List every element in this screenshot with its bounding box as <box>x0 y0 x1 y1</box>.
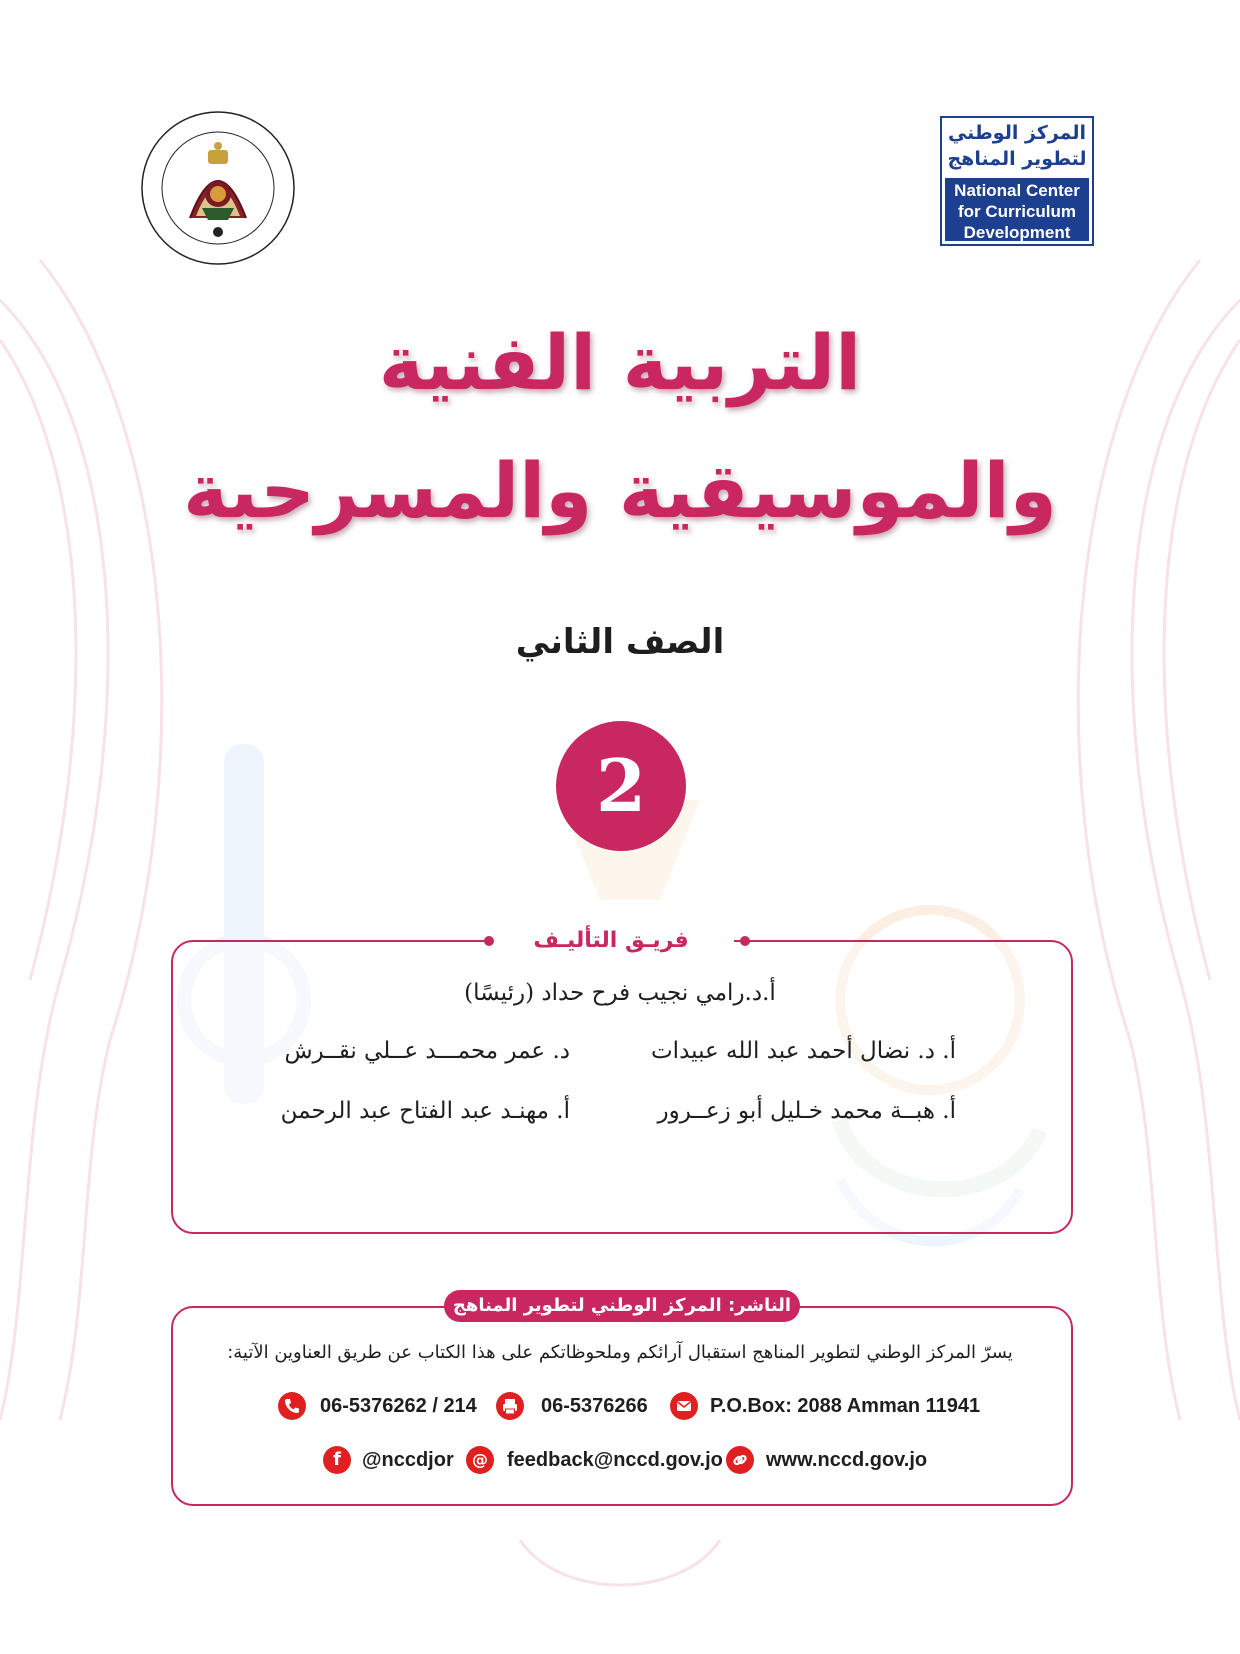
author-member-1: أ. د. نضال أحمد عبد الله عبيدات <box>651 1038 956 1064</box>
contact-fax: 06-5376266 <box>541 1395 648 1417</box>
author-member-4: أ. مهنـد عبد الفتاح عبد الرحمن <box>280 1098 570 1124</box>
nccd-logo-english-line3: Development <box>963 223 1071 242</box>
nccd-logo-arabic-line1: المركز الوطني <box>947 122 1087 144</box>
contact-facebook[interactable]: @nccdjor <box>362 1449 454 1471</box>
authoring-team-heading: فريـق التأليـف <box>533 928 689 953</box>
feedback-intro-text: يسرّ المركز الوطني لتطوير المناهج استقبال آرائكم وملحوظاتكم على هذا الكتاب عن طريق العناوين الآتية: <box>227 1342 1013 1363</box>
link-icon <box>726 1446 754 1474</box>
phone-icon <box>278 1392 306 1420</box>
author-member-2: د. عمر محمـــد عــلي نقــرش <box>284 1038 570 1064</box>
author-head: أ.د.رامي نجيب فرح حداد (رئيسًا) <box>464 980 776 1006</box>
book-title-line2: والموسيقية والمسرحية <box>183 446 1057 535</box>
book-title-line1: التربية الفنية <box>378 318 862 407</box>
nccd-logo-arabic-line2: لتطوير المناهج <box>947 148 1087 170</box>
contact-website[interactable]: www.nccd.gov.jo <box>766 1449 928 1471</box>
grade-label: الصف الثاني <box>515 622 725 662</box>
divider-dot-right <box>740 936 750 946</box>
at-icon: @ <box>466 1446 494 1474</box>
author-member-3: أ. هبــة محمد خـليل أبو زعــرور <box>657 1098 956 1124</box>
publisher-label: الناشر: المركز الوطني لتطوير المناهج <box>444 1290 800 1322</box>
nccd-logo <box>940 116 1094 246</box>
contact-phone: 06-5376262 / 214 <box>320 1395 477 1417</box>
nccd-logo-english <box>945 178 1089 241</box>
fax-icon <box>496 1392 524 1420</box>
nccd-logo-english-line1: National Center <box>954 181 1080 200</box>
nccd-logo-english-line2: for Curriculum <box>957 202 1077 221</box>
contact-email[interactable]: feedback@nccd.gov.jo <box>507 1449 723 1471</box>
facebook-icon: f <box>323 1446 351 1474</box>
mail-icon <box>670 1392 698 1420</box>
contact-pobox: P.O.Box: 2088 Amman 11941 <box>710 1395 981 1417</box>
grade-number-badge: 2 <box>556 721 686 851</box>
nccd-logo-arabic <box>942 120 1092 176</box>
ministry-seal-emblem <box>138 108 298 268</box>
